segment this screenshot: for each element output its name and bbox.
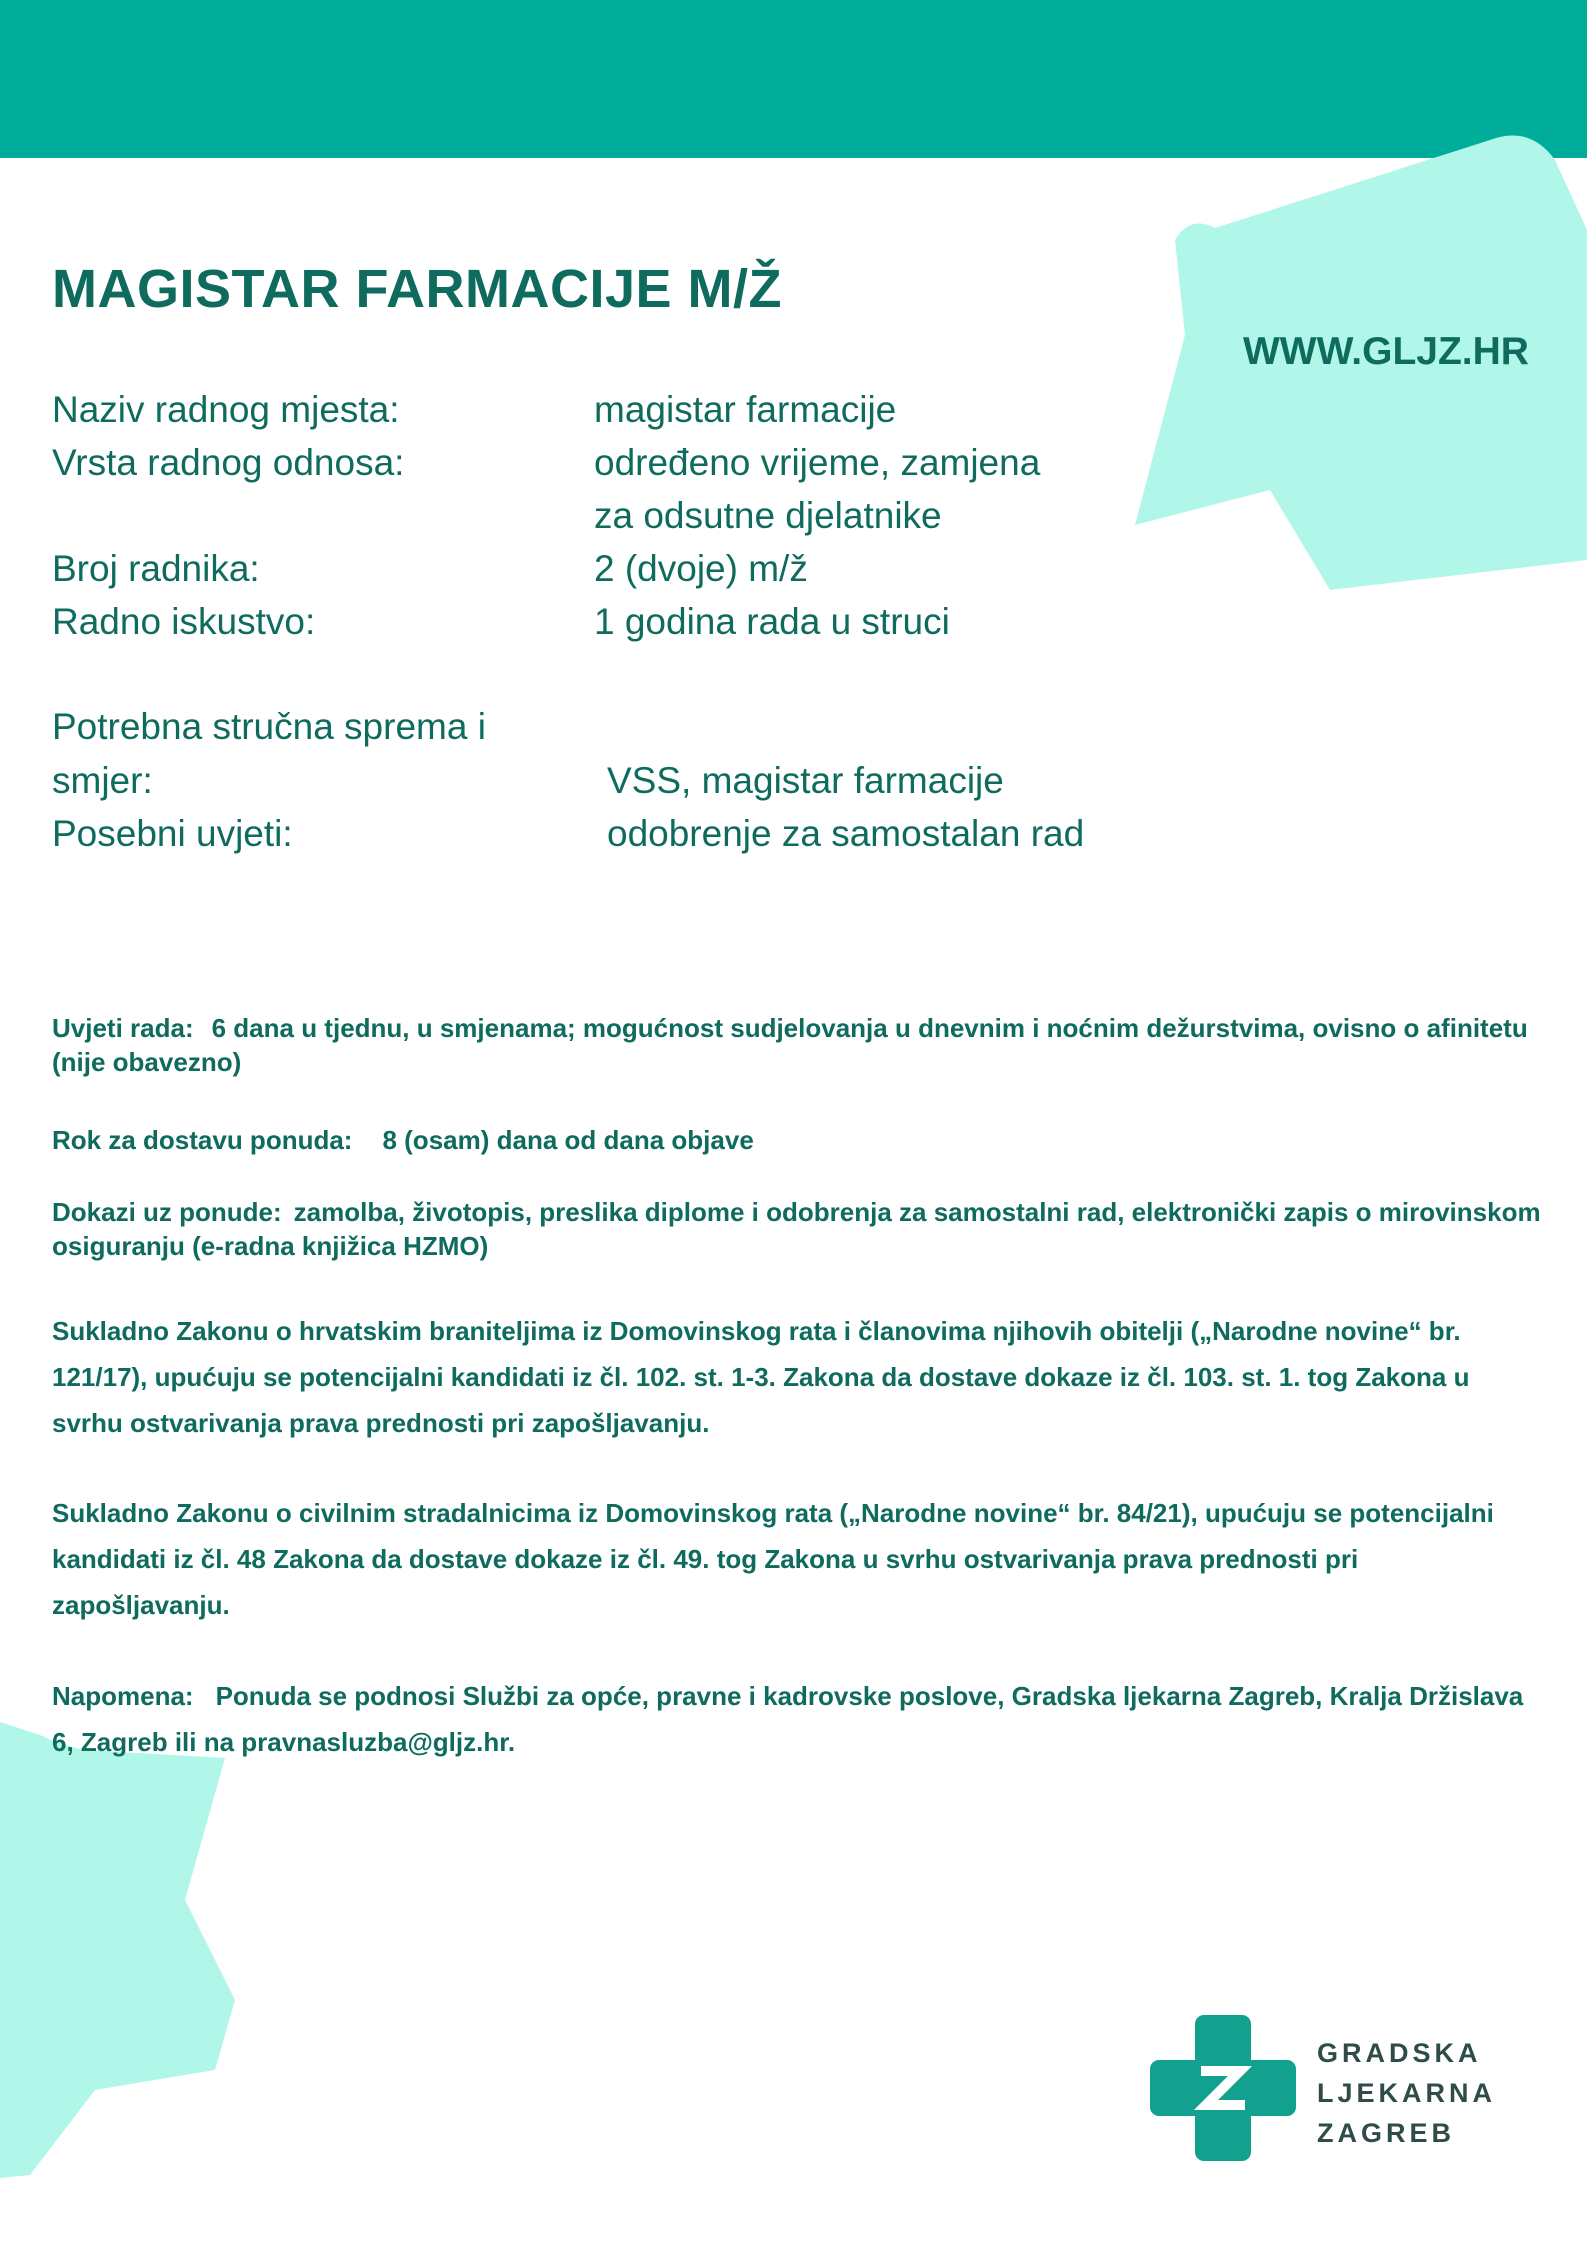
legal-notice-civilians: Sukladno Zakonu o civilnim stradalnicima iz Domovinskog rata („Narodne novine“ br. 84/21), upućuju se potencijalni kandidati iz čl. 48 Zakona da dostave dokaze iz čl. 49. tog Zakona u svrhu ostvarivanja prava prednosti pri zapošljavanju. [52,1498,1494,1620]
working-conditions-text: 6 dana u tjednu, u smjenama; mogućnost sudjelovanja u dnevnim i noćnim dežurstvima, ovisno o afinitetu (nije obavezno) [52,1013,1528,1077]
detail-value-experience: 1 godina rada u struci [594,601,950,642]
working-conditions [52,1011,1542,1079]
required-documents-label: Dokazi uz ponude: [52,1197,282,1227]
application-note-text: Ponuda se podnosi Službi za opće, pravne i kadrovske poslove, Gradska ljekarna Zagreb, Kralja Držislava 6, Zagreb ili na pravnasluzba@gljz.hr. [52,1681,1524,1757]
detail-label-education: Potrebna stručna sprema i [52,706,486,747]
submission-deadline-text: 8 (osam) dana od dana objave [382,1125,754,1155]
working-conditions-label: Uvjeti rada: [52,1013,194,1043]
detail-label-position: Naziv radnog mjesta: [52,389,400,430]
website-label: WWW.GLJZ.HR [1243,330,1529,373]
logo-line-3: ZAGREB [1317,2118,1455,2148]
page-title: MAGISTAR FARMACIJE M/Ž [52,259,782,319]
bottom-left-star-shape [0,1722,235,2178]
detail-label-special-conditions: Posebni uvjeti: [52,813,293,854]
detail-value-employment-type: određeno vrijeme, zamjena [594,442,1041,483]
detail-label-employment-type: Vrsta radnog odnosa: [52,442,405,483]
logo-line-1: GRADSKA [1317,2038,1482,2068]
pharmacy-cross-logo-icon [1148,2013,1298,2163]
required-documents-text: zamolba, životopis, preslika diplome i odobrenja za samostalni rad, elektronički zapis o mirovinskom osiguranju (e-radna knjižica HZMO) [52,1197,1541,1261]
detail-value-employment-type-line2: za odsutne djelatnike [594,495,942,536]
logo-wordmark [1317,2033,1496,2153]
application-note-label: Napomena: [52,1681,194,1711]
detail-label-headcount: Broj radnika: [52,548,260,589]
logo-line-2: LJEKARNA [1317,2078,1497,2108]
detail-value-education: VSS, magistar farmacije [607,760,1004,801]
detail-label-education-line2: smjer: [52,760,153,801]
detail-value-position: magistar farmacije [594,389,897,430]
detail-value-headcount: 2 (dvoje) m/ž [594,548,808,589]
application-note [52,1673,1542,1765]
detail-value-special-conditions: odobrenje za samostalan rad [607,813,1085,854]
submission-deadline-label: Rok za dostavu ponuda: [52,1125,353,1155]
detail-label-experience: Radno iskustvo: [52,601,316,642]
submission-deadline [52,1123,1542,1157]
legal-notice-veterans: Sukladno Zakonu o hrvatskim braniteljima iz Domovinskog rata i članovima njihovih obitelji („Narodne novine“ br. 121/17), upućuju se potencijalni kandidati iz čl. 102. st. 1-3. Zakona da dostave dokaze iz čl. 103. st. 1. tog Zakona u svrhu ostvarivanja prava prednosti pri zapošljavanju. [52,1316,1470,1438]
required-documents [52,1195,1542,1263]
